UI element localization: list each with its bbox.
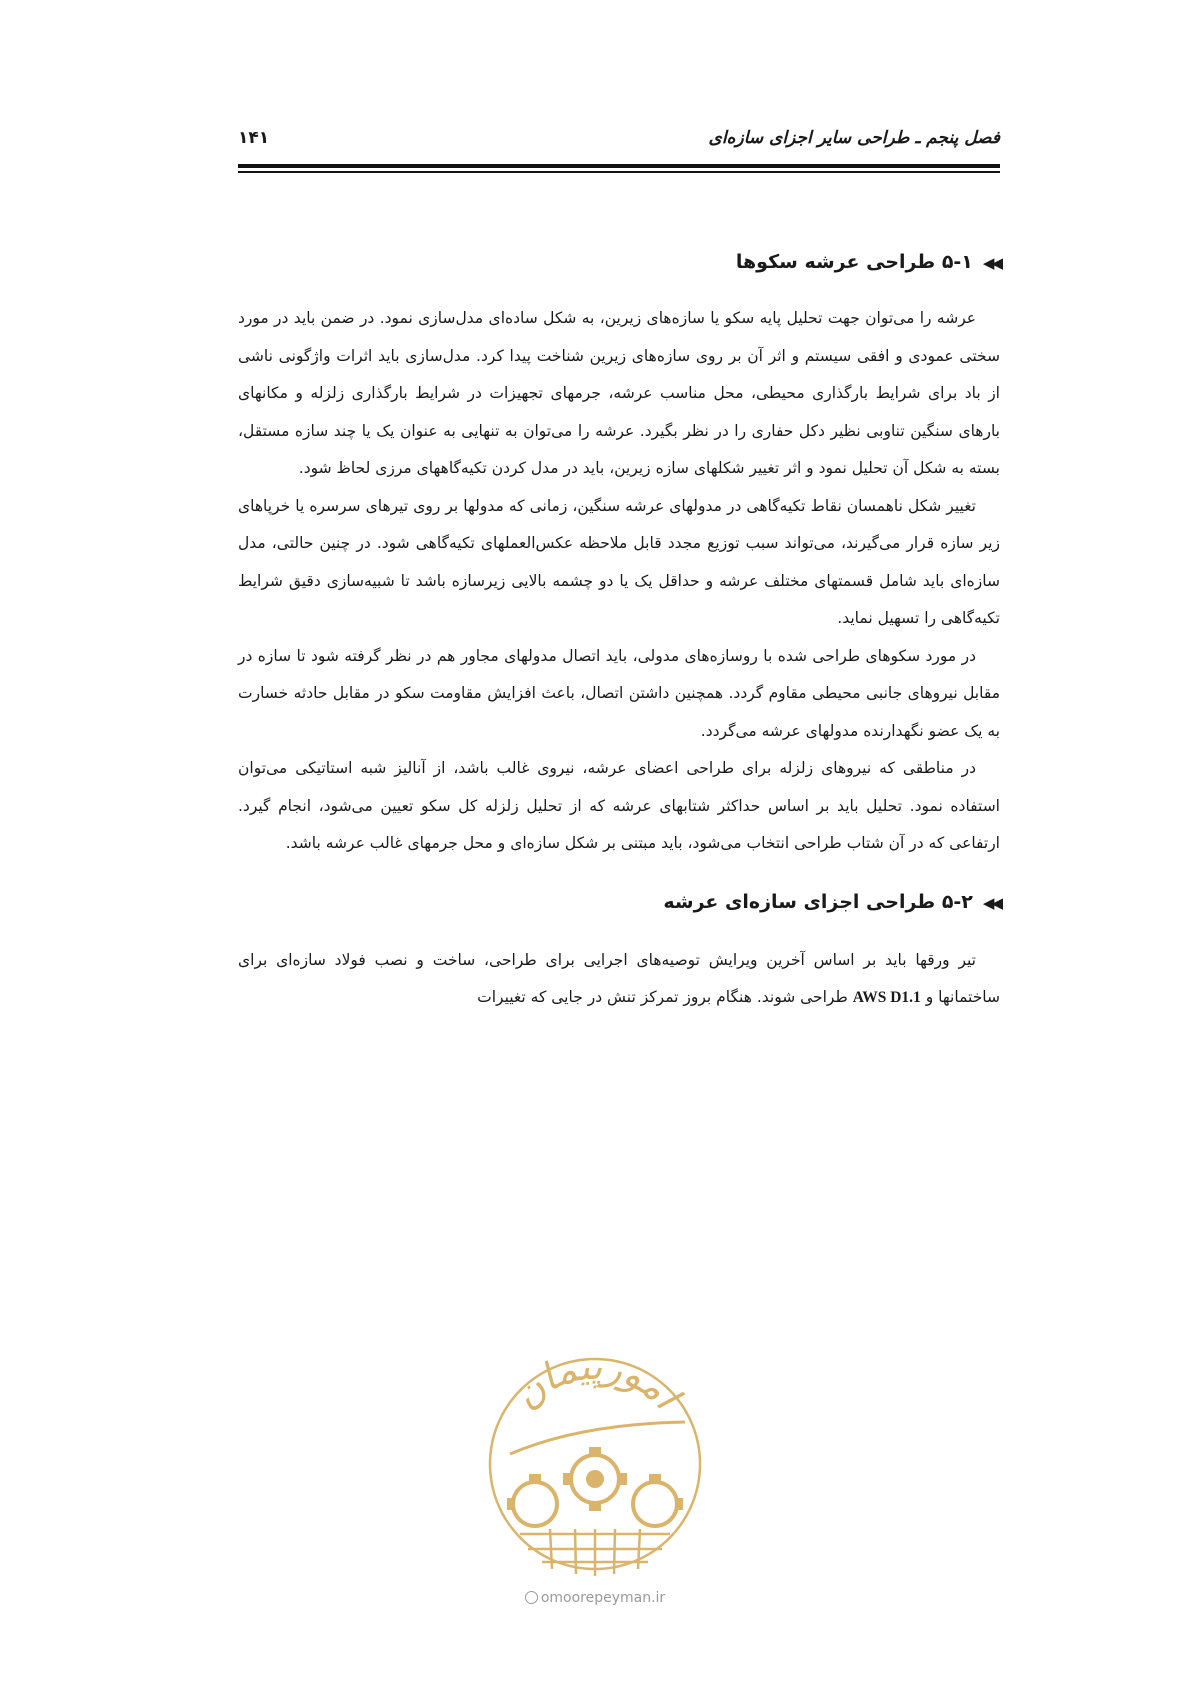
- double-arrow-icon: ◀◀: [982, 893, 1000, 912]
- paragraph-2: تغییر شکل ناهمسان نقاط تکیه‌گاهی در مدولهای عرشه سنگین، زمانی که مدولها بر روی تیرهای سرسره یا خرپاهای زیر سازه قرار می‌گیرند، می‌تواند سبب توزیع مجدد قابل ملاحظه عکس‌العملهای تکیه‌گاهی شود. در چنین حالتی، مدل سازه‌ای باید شامل قسمتهای مختلف عرشه و حداقل یک یا دو چشمه بالایی زیرسازه باشد تا شبیه‌سازی دقیق شرایط تکیه‌گاهی را تسهیل نماید.: [238, 496, 1000, 627]
- globe-icon: [525, 1591, 538, 1604]
- paragraph-5-before: تیر ورقها باید بر اساس آخرین ویرایش توصیه‌های اجرایی برای طراحی، ساخت و نصب فولاد سازه‌ای برای ساختمانها و: [238, 950, 1000, 1006]
- header-rule-thin: [238, 171, 1000, 173]
- page-number: ۱۴۱: [238, 128, 270, 148]
- double-arrow-icon: ◀◀: [982, 254, 1000, 272]
- paragraph-3: در مورد سکوهای طراحی شده با روسازه‌های مدولی، باید اتصال مدولهای مجاور هم در نظر گرفته شود تا سازه در مقابل نیروهای جانبی محیطی مقاوم گردد. همچنین داشتن اتصال، باعث افزایش مقاومت سکو در مقابل حادثه خسارت به یک عضو نگهدارنده مدولهای عرشه می‌گردد.: [238, 646, 1000, 740]
- code-reference: AWS D1.1: [852, 989, 921, 1006]
- logo-script-text: امورپیمان: [504, 1344, 688, 1417]
- section-heading-2-text: ۵-۲ طراحی اجزای سازه‌ای عرشه: [663, 890, 973, 913]
- section-heading-2: [238, 885, 1000, 920]
- logo-url: [0, 1590, 1190, 1606]
- omoorepeyman-logo: [480, 1344, 710, 1584]
- paragraph-5-after: طراحی شوند. هنگام بروز تمرکز تنش در جایی که تغییرات: [477, 988, 848, 1006]
- page-header: [238, 126, 1000, 160]
- section-heading-1-text: ۵-۱ طراحی عرشه سکوها: [735, 251, 973, 273]
- paragraph-4: در مناطقی که نیروهای زلزله برای طراحی اعضای عرشه، نیروی غالب باشد، از آنالیز شبه استاتیکی می‌توان استفاده نمود. تحلیل باید بر اساس حداکثر شتابهای عرشه که از تحلیل زلزله کل سکو تعیین می‌شود، انجام گیرد. ارتفاعی که در آن شتاب طراحی انتخاب می‌شود، باید مبتنی بر شکل سازه‌ای و محل جرمهای غالب عرشه باشد.: [238, 759, 1000, 852]
- logo-url-text: omoorepeyman.ir: [540, 1590, 666, 1606]
- page-content: [238, 245, 1000, 1017]
- paragraph-5: [238, 942, 1000, 1017]
- section-heading-1: [238, 245, 1000, 280]
- header-rule-thick: [238, 164, 1000, 168]
- paragraph-1: عرشه را می‌توان جهت تحلیل پایه سکو یا سازه‌های زیرین، به شکل ساده‌ای مدل‌سازی نمود. در ضمن باید در مورد سختی عمودی و افقی سیستم و اثر آن بر روی سازه‌های زیرین شناخت پیدا کرد. مدل‌سازی باید اثرات واژگونی ناشی از باد برای شرایط بارگذاری محیطی، محل مناسب عرشه، جرمهای تجهیزات در شرایط بارگذاری زلزله و مکانهای بارهای سنگین تناوبی نظیر دکل حفاری را در نظر بگیرد. عرشه را می‌توان به تنهایی به عنوان یک یا چند سازه مستقل، بسته به شکل آن تحلیل نمود و اثر تغییر شکلهای سازه زیرین، باید در مدل کردن تکیه‌گاههای مرزی لحاظ شود.: [238, 309, 1000, 477]
- chapter-title: فصل پنجم ـ طراحی سایر اجزای سازه‌ای: [708, 128, 1000, 148]
